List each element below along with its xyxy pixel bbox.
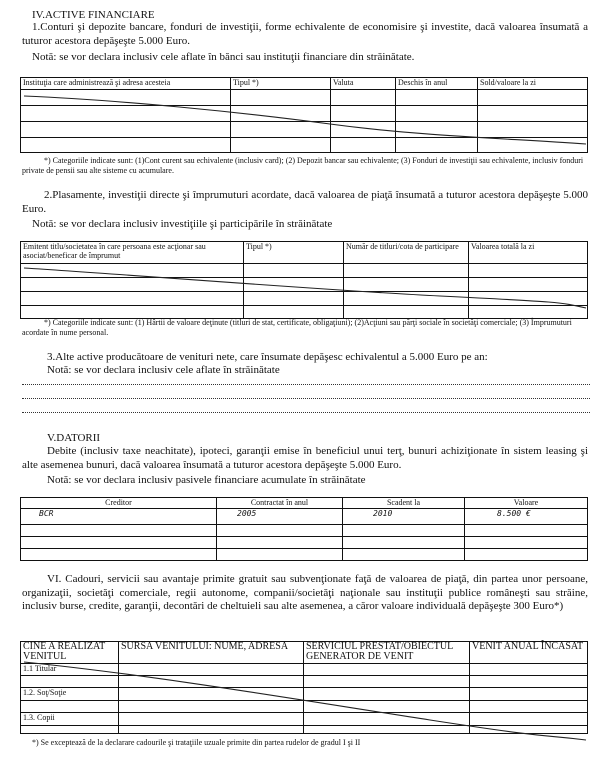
table-row bbox=[21, 726, 588, 734]
table-row bbox=[21, 664, 588, 676]
row-label: 1.3. Copii bbox=[21, 713, 119, 726]
table-row bbox=[21, 122, 588, 138]
due-date-cell: 2010 bbox=[343, 509, 465, 525]
section-iv-title: IV.ACTIVE FINANCIARE bbox=[32, 9, 155, 21]
table-header: Valoarea totală la zi bbox=[469, 242, 588, 264]
table-header: Creditor bbox=[21, 498, 217, 509]
table-header: Deschis în anul bbox=[396, 78, 478, 90]
table-row bbox=[21, 306, 588, 319]
section-v-paragraph: Debite (inclusiv taxe neachitate), ipoteci, garanţii emise în beneficiul unui terţ, bunuri achiziţionate în sistem leasing şi alte asemenea bunuri, dacă valoarea însumată a tuturor acestora depăşeşte 5.000 Euro. bbox=[22, 445, 588, 471]
table-row bbox=[21, 676, 588, 688]
table-header: Valoare bbox=[465, 498, 588, 509]
blank-line bbox=[22, 398, 590, 399]
table-header: Scadent la bbox=[343, 498, 465, 509]
table-header: VENIT ANUAL ÎNCASAT bbox=[470, 642, 588, 664]
blank-line bbox=[22, 384, 590, 385]
table-row bbox=[21, 90, 588, 106]
creditor-cell: BCR bbox=[21, 509, 217, 525]
table-header: Tipul *) bbox=[231, 78, 331, 90]
table-header: Contractat în anul bbox=[217, 498, 343, 509]
table-row bbox=[21, 278, 588, 292]
table-header: SURSA VENITULUI: NUME, ADRESA bbox=[119, 642, 304, 664]
section-v-title: V.DATORII bbox=[47, 432, 101, 444]
debts-table bbox=[20, 497, 588, 561]
contracted-year-cell: 2005 bbox=[217, 509, 343, 525]
row-label: 1.2. Soţ/Soţie bbox=[21, 688, 119, 701]
row-label: 1.1 Titular bbox=[21, 664, 119, 676]
table-header: Emitent titlu/societatea în care persoana este acţionar sau asociat/beneficar de împrumut bbox=[21, 242, 244, 264]
table-row bbox=[21, 509, 588, 525]
table-row bbox=[21, 292, 588, 306]
table-header: Instituţia care administrează şi adresa acesteia bbox=[21, 78, 231, 90]
section-vi-paragraph: VI. Cadouri, servicii sau avantaje primite gratuit sau subvenţionate faţă de valoarea de piaţă, din partea unor persoane, organizaţii, societăţi comerciale, regii autonome, companii/societăţi naţionale sau instituţii publice româneşti sau străine, inclusiv burse, credite, garanţii, decontări de cheltuieli sau alte asemenea, a căror valoare individuală depăşeşte 300 Euro*) bbox=[22, 573, 588, 612]
table-row bbox=[21, 701, 588, 713]
financial-accounts-table bbox=[20, 77, 588, 153]
section-iv-paragraph-1: 1.Conturi şi depozite bancare, fonduri de investiţii, forme echivalente de economisire şi investite, dacă valoarea însumată a tuturor acestora depăşeşte 5.000 Euro. bbox=[22, 21, 588, 47]
section-iv-note-2: Notă: se vor declara inclusiv investiţiile şi participările în străinătate bbox=[32, 218, 333, 230]
table-header: Sold/valoare la zi bbox=[478, 78, 588, 90]
section-iv-note-3: Notă: se vor declara inclusiv cele aflate în străinătate bbox=[47, 364, 280, 376]
gifts-table bbox=[20, 641, 588, 734]
blank-line bbox=[22, 412, 590, 413]
table-header: SERVICIUL PRESTAT/OBIECTUL GENERATOR DE VENIT bbox=[304, 642, 470, 664]
table-header: Număr de titluri/cota de participare bbox=[344, 242, 469, 264]
section-iv-note-1: Notă: se vor declara inclusiv cele aflate în bănci sau instituţii financiare din străinătate. bbox=[32, 51, 415, 63]
table-row bbox=[21, 525, 588, 537]
value-cell: 8.500 € bbox=[465, 509, 588, 525]
table-row bbox=[21, 713, 588, 726]
table-row bbox=[21, 688, 588, 701]
table-row bbox=[21, 537, 588, 549]
section-iv-paragraph-3: 3.Alte active producătoare de venituri nete, care însumate depăşesc echivalentul a 5.000 Euro pe an: bbox=[47, 351, 488, 363]
section-iv-paragraph-2: 2.Plasamente, investiţii directe şi împrumuturi acordate, dacă valoarea de piaţă însumată a tuturor acestora depăşeşte 5.000 Euro. bbox=[22, 189, 588, 215]
investments-footnote: *) Categoriile indicate sunt: (1) Hârtii de valoare deţinute (titluri de stat, certificate, obligaţiuni); (2)Acţiuni sau părţi sociale în societăţi comerciale; (3) Împrumuturi acordate în nume personal. bbox=[22, 318, 572, 337]
investments-table bbox=[20, 241, 588, 319]
table-header: Tipul *) bbox=[244, 242, 344, 264]
table-row bbox=[21, 106, 588, 122]
table-header: Valuta bbox=[331, 78, 396, 90]
table-row bbox=[21, 264, 588, 278]
financial-accounts-footnote: *) Categoriile indicate sunt: (1)Cont curent sau echivalente (inclusiv card); (2) Depozit bancar sau echivalente; (3) Fonduri de investiţii sau echivalente, inclusiv fonduri private de pensii sau alte sisteme cu acumulare. bbox=[22, 156, 584, 175]
table-row bbox=[21, 549, 588, 561]
gifts-footnote: *) Se exceptează de la declarare cadourile şi trataţiile uzuale primite din partea rudelor de gradul I şi II bbox=[32, 738, 361, 747]
section-v-note: Notă: se vor declara inclusiv pasivele financiare acumulate în străinătate bbox=[47, 474, 366, 486]
table-header: CINE A REALIZAT VENITUL bbox=[21, 642, 119, 664]
table-row bbox=[21, 138, 588, 153]
